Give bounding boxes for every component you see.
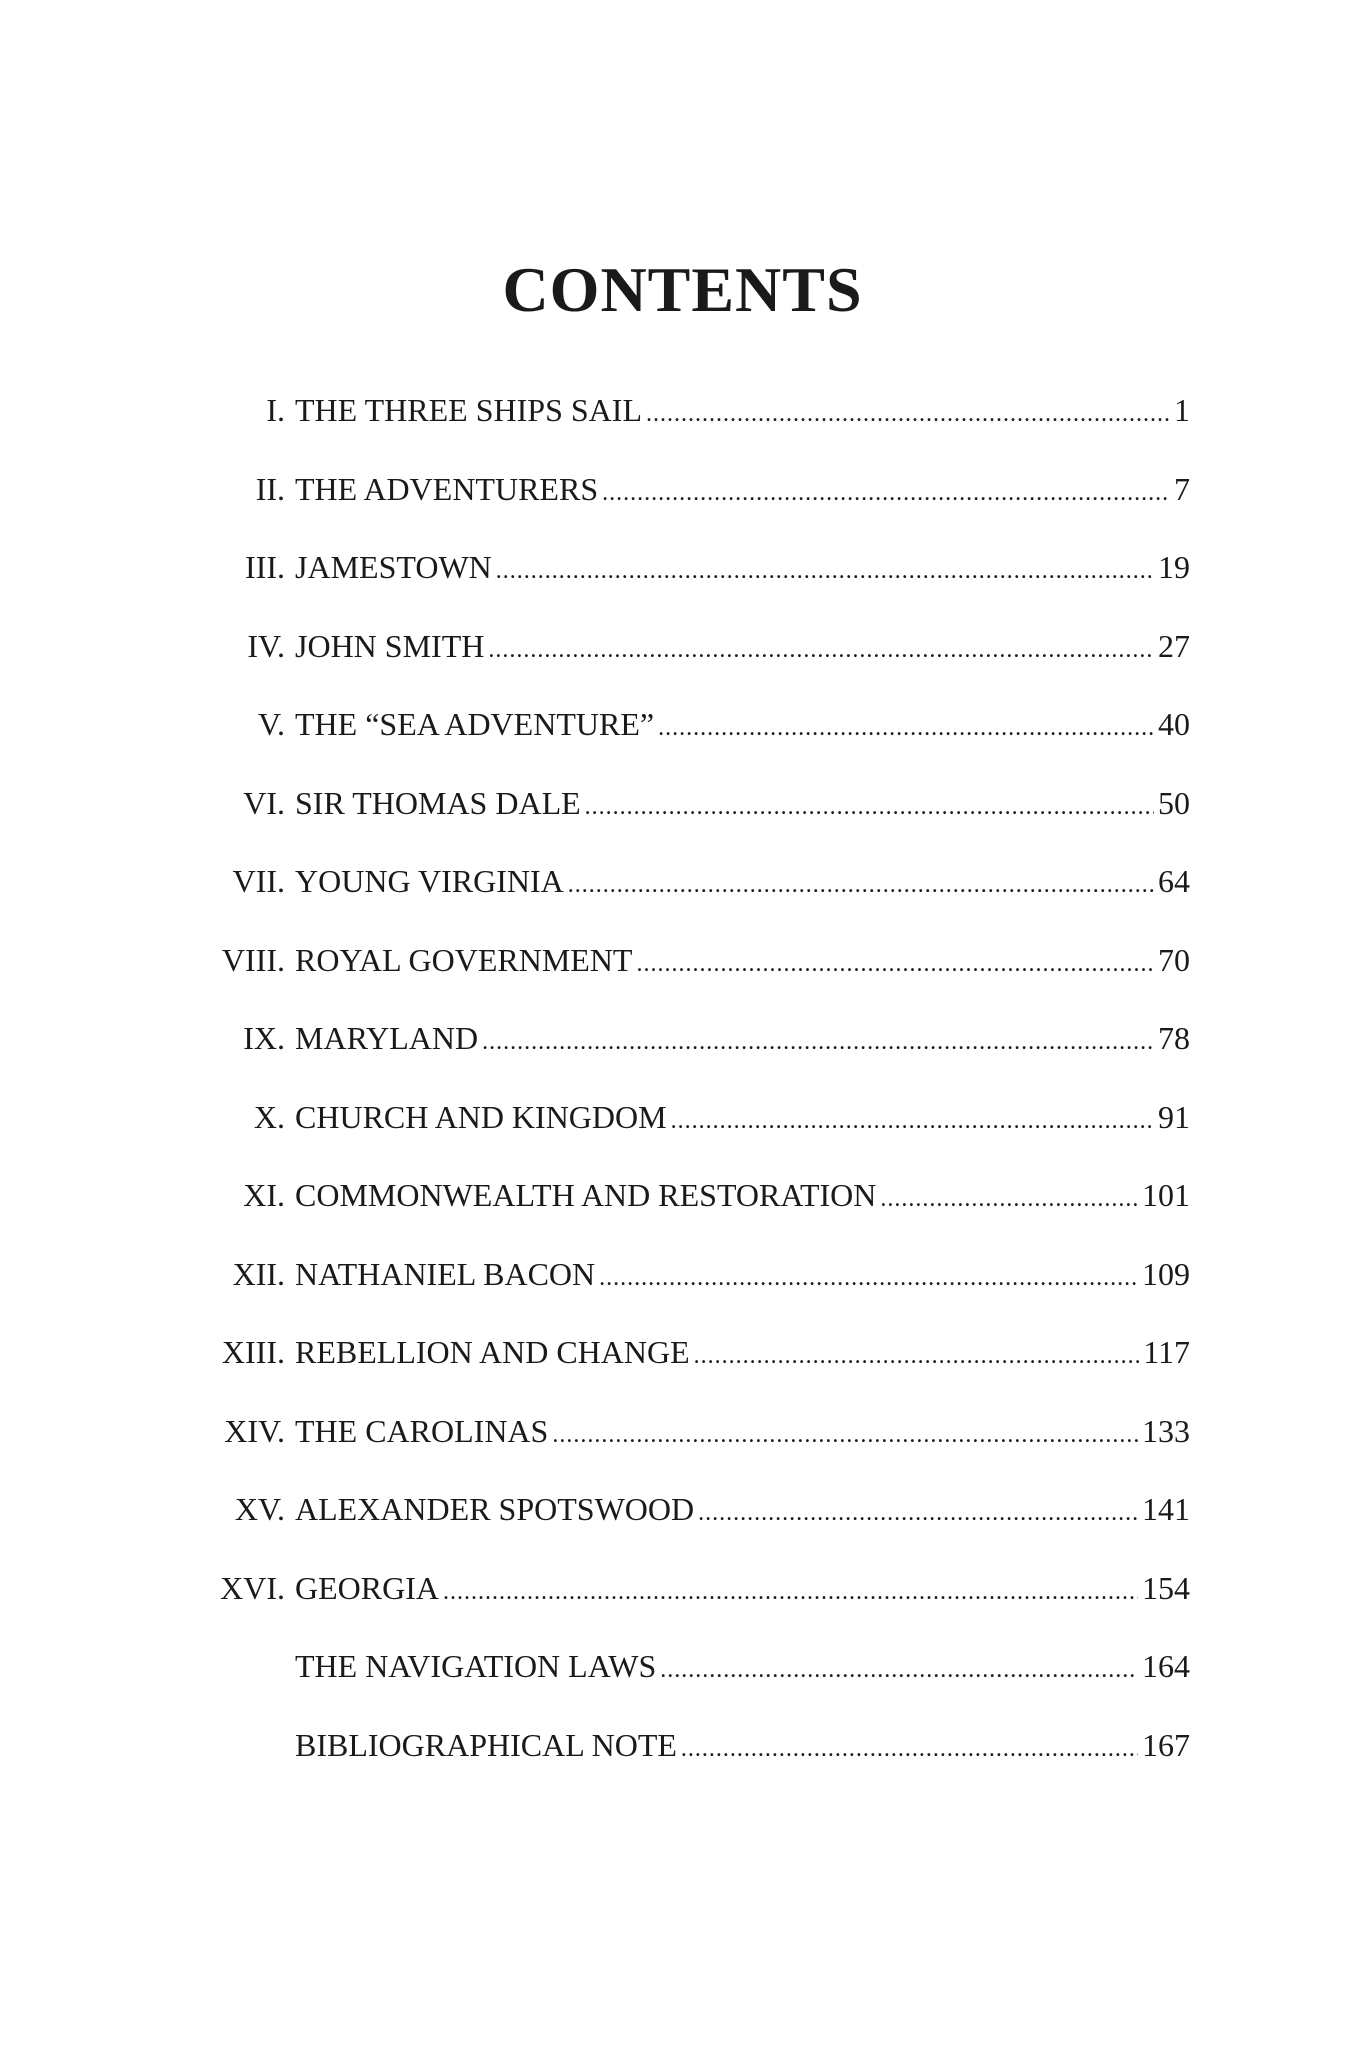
chapter-number: XII. bbox=[232, 1255, 285, 1292]
toc-entry[interactable] bbox=[205, 1175, 1190, 1254]
chapter-number: I. bbox=[266, 392, 285, 428]
toc-entry[interactable] bbox=[205, 547, 1190, 626]
toc-entry[interactable] bbox=[205, 783, 1190, 862]
chapter-number: IV. bbox=[247, 627, 285, 664]
toc-entry[interactable] bbox=[205, 1568, 1190, 1647]
chapter-title: REBELLION AND CHANGE bbox=[295, 1334, 690, 1370]
page-number: 78 bbox=[1158, 1020, 1190, 1056]
dot-leader bbox=[671, 1097, 1154, 1141]
page-number: 117 bbox=[1143, 1334, 1190, 1370]
page-number: 91 bbox=[1158, 1098, 1190, 1135]
toc-entry[interactable] bbox=[205, 704, 1190, 783]
page-number: 164 bbox=[1142, 1648, 1190, 1684]
chapter-title: ROYAL GOVERNMENT bbox=[295, 941, 633, 978]
chapter-number: XIII. bbox=[221, 1334, 285, 1370]
chapter-title: THE CAROLINAS bbox=[295, 1412, 549, 1449]
page-number: 109 bbox=[1142, 1255, 1190, 1292]
chapter-number: XV. bbox=[234, 1491, 285, 1527]
chapter-title: CHURCH AND KINGDOM bbox=[295, 1098, 667, 1135]
page-number: 70 bbox=[1158, 941, 1190, 978]
chapter-number: XVI. bbox=[220, 1569, 285, 1606]
page-number: 154 bbox=[1142, 1569, 1190, 1606]
page-number: 141 bbox=[1142, 1491, 1190, 1527]
page-number: 133 bbox=[1142, 1412, 1190, 1449]
dot-leader bbox=[658, 704, 1154, 748]
chapter-number: IX. bbox=[243, 1020, 285, 1056]
dot-leader bbox=[496, 547, 1154, 591]
chapter-number: VIII. bbox=[221, 941, 285, 978]
toc-entry[interactable] bbox=[205, 469, 1190, 548]
chapter-number: V. bbox=[258, 706, 285, 742]
page-number: 64 bbox=[1158, 863, 1190, 899]
toc-entry[interactable] bbox=[205, 1489, 1190, 1568]
toc-entry[interactable] bbox=[205, 1411, 1190, 1490]
dot-leader bbox=[599, 1254, 1138, 1298]
dot-leader bbox=[443, 1568, 1138, 1612]
page-number: 7 bbox=[1174, 470, 1190, 507]
chapter-title: THE ADVENTURERS bbox=[295, 470, 599, 507]
chapter-title: THE THREE SHIPS SAIL bbox=[295, 392, 642, 428]
chapter-title: THE “SEA ADVENTURE” bbox=[295, 706, 655, 742]
dot-leader bbox=[488, 626, 1154, 670]
chapter-number: XI. bbox=[243, 1177, 285, 1213]
dot-leader bbox=[552, 1411, 1138, 1455]
chapter-title: COMMONWEALTH AND RESTORATION bbox=[295, 1177, 877, 1213]
dot-leader bbox=[602, 469, 1170, 513]
toc-entry[interactable] bbox=[205, 861, 1190, 940]
chapter-title: JOHN SMITH bbox=[295, 627, 485, 664]
toc-entry[interactable] bbox=[205, 1018, 1190, 1097]
chapter-title: THE NAVIGATION LAWS bbox=[295, 1648, 657, 1684]
dot-leader bbox=[880, 1175, 1138, 1219]
toc-entry[interactable] bbox=[205, 1332, 1190, 1411]
dot-leader bbox=[568, 861, 1154, 905]
chapter-title: ALEXANDER SPOTSWOOD bbox=[295, 1491, 695, 1527]
dot-leader bbox=[660, 1646, 1138, 1690]
chapter-title: SIR THOMAS DALE bbox=[295, 784, 581, 821]
chapter-title: MARYLAND bbox=[295, 1020, 479, 1056]
toc-entry[interactable] bbox=[205, 1725, 1190, 1804]
page-number: 40 bbox=[1158, 706, 1190, 742]
page-number: 101 bbox=[1142, 1177, 1190, 1213]
toc-entry[interactable] bbox=[205, 1646, 1190, 1725]
dot-leader bbox=[646, 390, 1170, 434]
dot-leader bbox=[698, 1489, 1138, 1533]
chapter-title: GEORGIA bbox=[295, 1569, 439, 1606]
dot-leader bbox=[636, 940, 1154, 984]
chapter-number: X. bbox=[253, 1098, 285, 1135]
toc-entry[interactable] bbox=[205, 940, 1190, 1019]
toc-entry[interactable] bbox=[205, 1097, 1190, 1176]
toc-entry[interactable] bbox=[205, 390, 1190, 469]
toc-entry[interactable] bbox=[205, 626, 1190, 705]
chapter-title: NATHANIEL BACON bbox=[295, 1255, 596, 1292]
toc-entry[interactable] bbox=[205, 1254, 1190, 1333]
page-number: 50 bbox=[1158, 784, 1190, 821]
chapter-title: BIBLIOGRAPHICAL NOTE bbox=[295, 1726, 677, 1763]
page-number: 27 bbox=[1158, 627, 1190, 664]
chapter-number: VI. bbox=[243, 784, 285, 821]
chapter-number: XIV. bbox=[224, 1412, 285, 1449]
chapter-title: YOUNG VIRGINIA bbox=[295, 863, 564, 899]
table-of-contents bbox=[205, 390, 1190, 1803]
chapter-title: JAMESTOWN bbox=[295, 549, 492, 585]
dot-leader bbox=[681, 1725, 1138, 1769]
chapter-number: III. bbox=[245, 549, 285, 585]
dot-leader bbox=[585, 783, 1154, 827]
chapter-number: II. bbox=[255, 470, 285, 507]
dot-leader bbox=[694, 1332, 1140, 1376]
page-number: 19 bbox=[1158, 549, 1190, 585]
page-number: 1 bbox=[1174, 392, 1190, 428]
page-number: 167 bbox=[1142, 1726, 1190, 1763]
chapter-number: VII. bbox=[232, 863, 285, 899]
page-title: CONTENTS bbox=[502, 254, 863, 325]
dot-leader bbox=[482, 1018, 1154, 1062]
